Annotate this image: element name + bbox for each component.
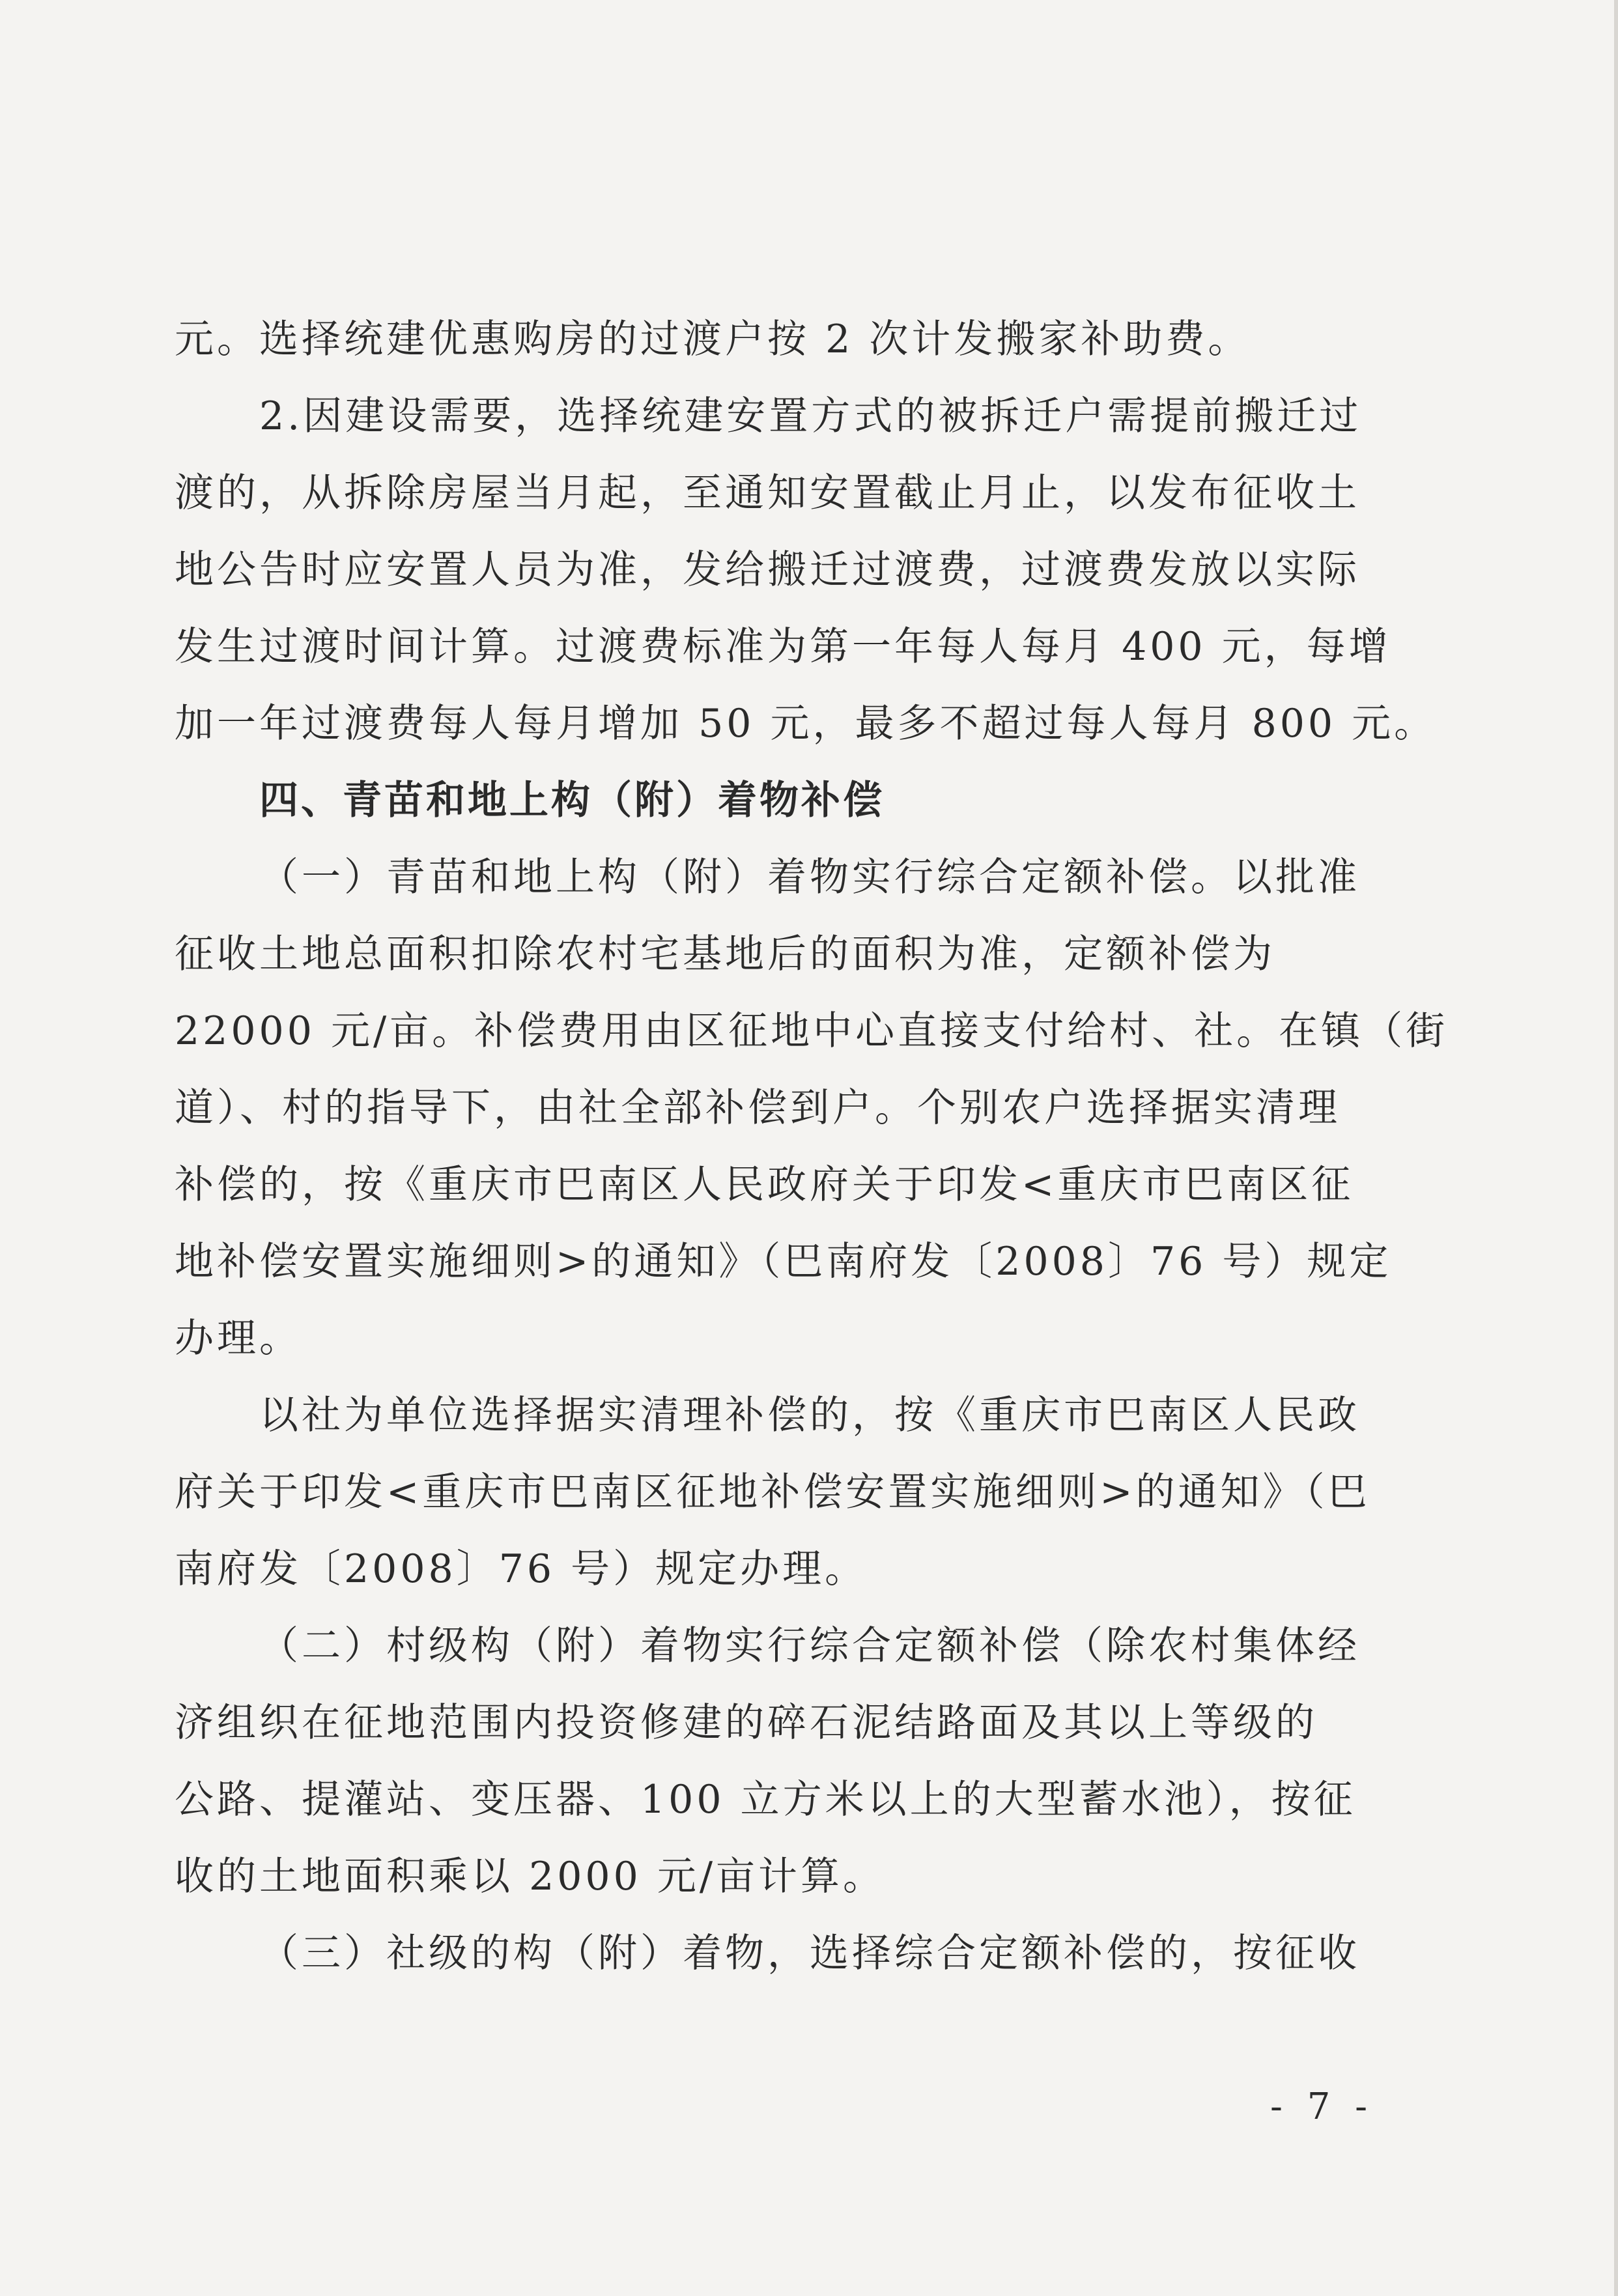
page-edge-shadow [1614, 0, 1618, 2296]
text-line: 办理。 [175, 1316, 302, 1361]
text-line: 发生过渡时间计算。过渡费标准为第一年每人每月 400 元，每增 [175, 624, 1391, 670]
text-line: （一）青苗和地上构（附）着物实行综合定额补偿。以批准 [259, 855, 1360, 900]
text-line: 以社为单位选择据实清理补偿的，按《重庆市巴南区人民政 [259, 1393, 1360, 1438]
text-line: 地公告时应安置人员为准，发给搬迁过渡费，过渡费发放以实际 [175, 547, 1360, 593]
text-line: 征收土地总面积扣除农村宅基地后的面积为准，定额补偿为 [175, 931, 1275, 977]
text-line: 南府发〔2008〕76 号）规定办理。 [175, 1546, 868, 1592]
text-line: 公路、提灌站、变压器、100 立方米以上的大型蓄水池），按征 [175, 1777, 1356, 1822]
text-line: 济组织在征地范围内投资修建的碎石泥结路面及其以上等级的 [175, 1700, 1318, 1746]
text-line: 府关于印发<重庆市巴南区征地补偿安置实施细则>的通知》（巴 [175, 1469, 1370, 1515]
text-line: 2.因建设需要，选择统建安置方式的被拆迁户需提前搬迁过 [259, 393, 1362, 439]
section-heading: 四、青苗和地上构（附）着物补偿 [259, 778, 885, 823]
page-number: - 7 - [1270, 2086, 1374, 2128]
text-line: 补偿的，按《重庆市巴南区人民政府关于印发<重庆市巴南区征 [175, 1162, 1354, 1208]
text-line: 22000 元/亩。补偿费用由区征地中心直接支付给村、社。在镇（街 [175, 1008, 1449, 1054]
text-line: 元。选择统建优惠购房的过渡户按 2 次计发搬家补助费。 [175, 317, 1251, 362]
body-text [175, 301, 1449, 1992]
text-line: （二）村级构（附）着物实行综合定额补偿（除农村集体经 [259, 1623, 1360, 1669]
text-line: 地补偿安置实施细则>的通知》（巴南府发〔2008〕76 号）规定 [175, 1239, 1392, 1284]
text-line: 收的土地面积乘以 2000 元/亩计算。 [175, 1854, 886, 1899]
text-line: 道）、村的指导下，由社全部补偿到户。个别农户选择据实清理 [175, 1085, 1341, 1131]
text-line: （三）社级的构（附）着物，选择综合定额补偿的，按征收 [259, 1931, 1360, 1976]
text-line: 加一年过渡费每人每月增加 50 元，最多不超过每人每月 800 元。 [175, 701, 1437, 746]
text-line: 渡的，从拆除房屋当月起，至通知安置截止月止，以发布征收土 [175, 470, 1360, 516]
